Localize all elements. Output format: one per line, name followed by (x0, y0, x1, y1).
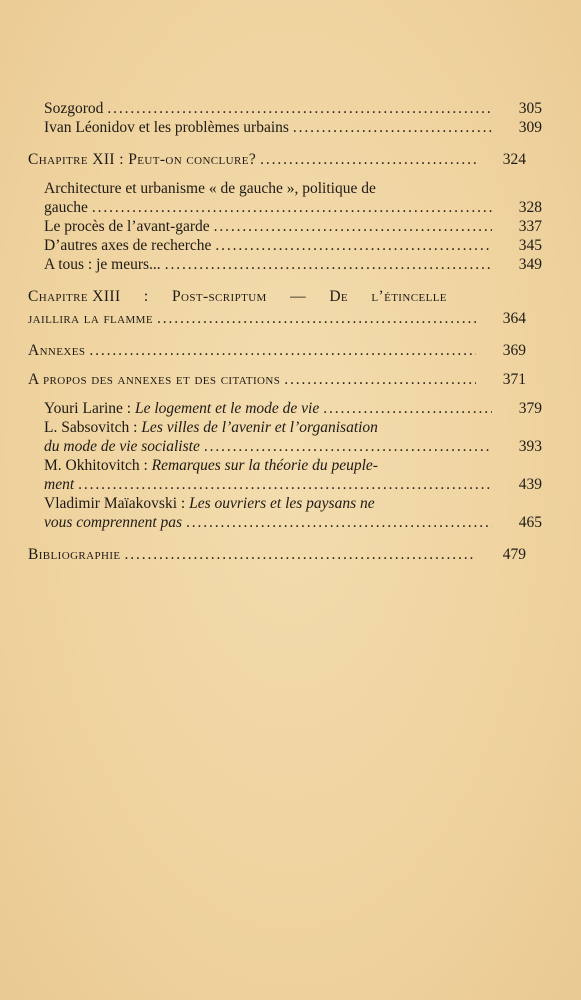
toc-page-number: 439 (518, 476, 542, 493)
toc-entry-proces (0, 217, 542, 236)
author-name: Vladimir Maïakovski : (44, 495, 190, 512)
dot-leader (186, 513, 492, 532)
toc-page-number: 349 (518, 256, 542, 273)
toc-entry-label: Sozgorod (44, 100, 104, 117)
author-name: Youri Larine : (44, 400, 135, 417)
toc-bibliographie (0, 545, 526, 564)
toc-chapter-13-line2 (0, 309, 526, 328)
toc-chapter-12 (0, 150, 526, 169)
toc-entry-label: Le procès de l’avant-garde (44, 218, 210, 235)
toc-apropos (0, 370, 526, 389)
toc-entry-label: A tous : je meurs... (44, 256, 161, 273)
toc-entry-okhitovitch-line2 (0, 475, 542, 494)
work-title: du mode de vie socialiste (44, 438, 200, 455)
section-title: Bibliographie (28, 546, 121, 563)
toc-entry-larine (0, 399, 542, 418)
toc-entry-maiakovski-line1 (0, 494, 581, 513)
dot-leader (107, 99, 492, 118)
work-title: Le logement et le mode de vie (135, 400, 320, 417)
toc-page-number: 371 (502, 371, 526, 388)
dot-leader (165, 255, 492, 274)
chapter-word: Chapitre XIII (28, 288, 121, 305)
toc-entry-label: D’autres axes de recherche (44, 237, 212, 254)
table-of-contents (0, 99, 581, 564)
dot-leader (260, 150, 476, 169)
toc-page-number: 309 (518, 119, 542, 136)
chapter-word: l’étincelle (371, 288, 447, 305)
chapter-title: Chapitre XII : Peut-on conclure? (28, 151, 257, 168)
toc-entry-label: gauche (44, 199, 88, 216)
section-title: Annexes (28, 342, 86, 359)
toc-page-number: 369 (502, 342, 526, 359)
work-title: Les ouvriers et les paysans ne (189, 495, 375, 512)
dot-leader (78, 475, 492, 494)
dot-leader (293, 118, 492, 137)
toc-entry-architecture-line1: Architecture et urbanisme « de gauche », politique de (44, 180, 376, 197)
toc-entry-label: Ivan Léonidov et les problèmes urbains (44, 119, 289, 136)
toc-page-number: 328 (518, 199, 542, 216)
toc-page-number: 479 (502, 546, 526, 563)
dot-leader (89, 341, 476, 360)
chapter-word: Post-scriptum (171, 288, 267, 305)
chapter-word: De (329, 288, 349, 305)
toc-page-number: 345 (518, 237, 542, 254)
dot-leader (214, 217, 492, 236)
dot-leader (215, 236, 492, 255)
work-title: ment (44, 476, 75, 493)
dot-leader (125, 545, 476, 564)
chapter-word: — (290, 288, 306, 305)
chapter-title: jaillira la flamme (28, 310, 153, 327)
toc-page-number: 364 (502, 310, 526, 327)
toc-page-number: 379 (518, 400, 542, 417)
toc-page-number: 393 (518, 438, 542, 455)
toc-entry-maiakovski-line2 (0, 513, 542, 532)
toc-entry-label (44, 399, 319, 418)
toc-entry-architecture-line2 (0, 198, 542, 217)
dot-leader (92, 198, 492, 217)
dot-leader (284, 370, 476, 389)
toc-entry-sozgorod (0, 99, 542, 118)
dot-leader (323, 399, 492, 418)
author-name: L. Sabsovitch : (44, 419, 142, 436)
work-title: vous comprennent pas (44, 514, 183, 531)
toc-page-number: 305 (518, 100, 542, 117)
work-title: Les villes de l’avenir et l’organisation (141, 419, 378, 436)
toc-entry-sabsovitch-line2 (0, 437, 542, 456)
toc-page-number: 337 (518, 218, 542, 235)
work-title: Remarques sur la théorie du peuple- (151, 457, 378, 474)
dot-leader (157, 309, 476, 328)
toc-entry-axes (0, 236, 542, 255)
chapter-word: : (143, 288, 149, 305)
toc-entry-sabsovitch-line1 (0, 418, 581, 437)
author-name: M. Okhitovitch : (44, 457, 152, 474)
toc-annexes (0, 341, 526, 360)
toc-page-number: 465 (518, 514, 542, 531)
toc-entry-leonidov (0, 118, 542, 137)
toc-page-number: 324 (502, 151, 526, 168)
toc-entry-okhitovitch-line1 (0, 456, 581, 475)
toc-entry-meurs (0, 255, 542, 274)
section-title: A propos des annexes et des citations (28, 371, 281, 388)
dot-leader (204, 437, 492, 456)
toc-chapter-13-line1 (0, 287, 447, 306)
